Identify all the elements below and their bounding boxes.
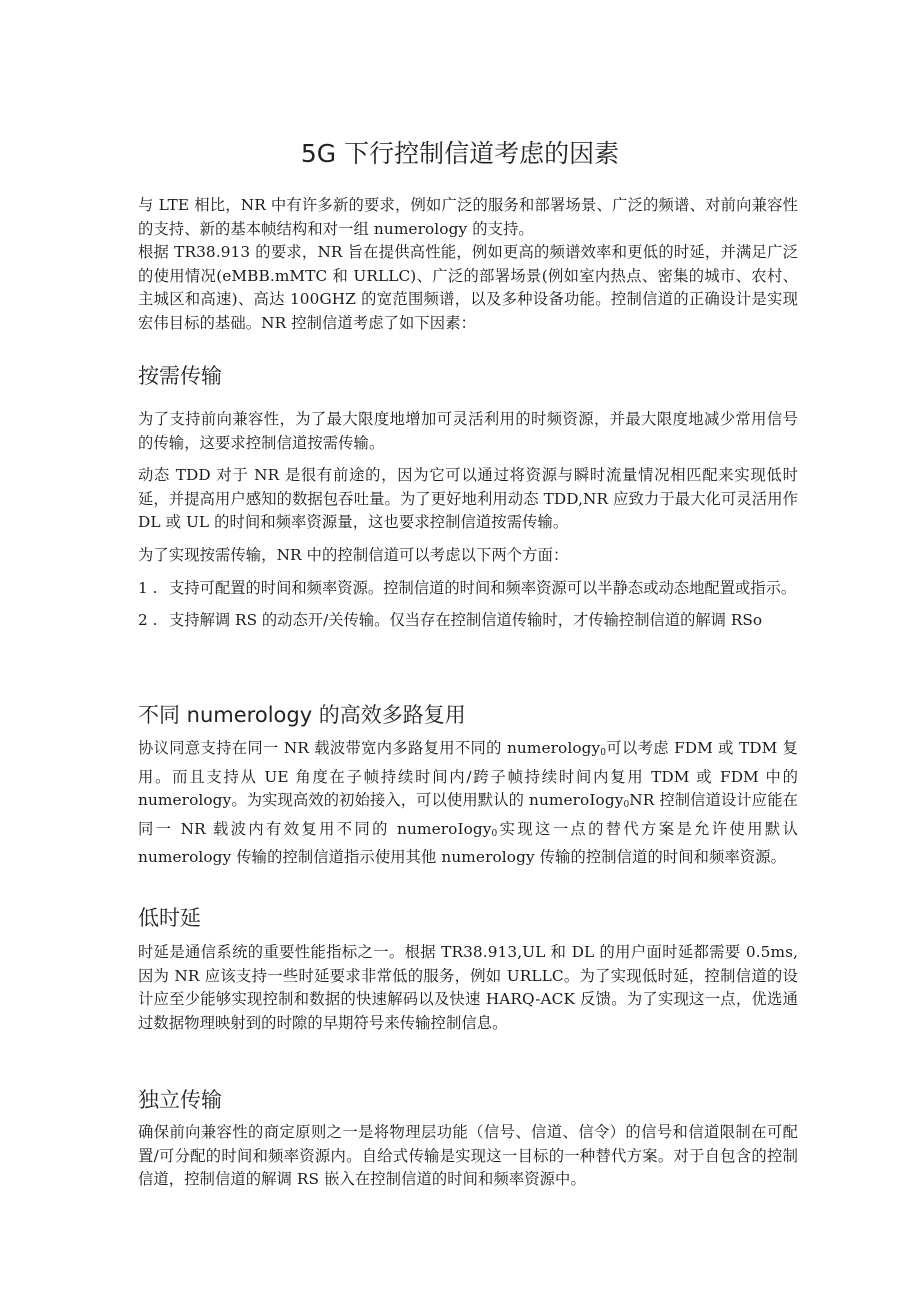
intro-paragraph-2: 根据 TR38.913 的要求，NR 旨在提供高性能，例如更高的频谱效率和更低的时延，并满足广泛的使用情况(eMBB.mMTC 和 URLLC)、广泛的部署场景(例如室内热点、密集的城市、农村、主城区和高速)、高达 100GHZ 的宽范围频谱，以及多种设备功能。控制信道的正确设计是实现宏伟目标的基础。NR 控制信道考虑了如下因素： xyxy=(138,243,798,332)
numerology-subscript-2: 0 xyxy=(623,800,630,811)
intro-section xyxy=(138,194,798,336)
low-latency-paragraph: 时延是通信系统的重要性能指标之一。根据 TR38.913,UL 和 DL 的用户面时延都需要 0.5ms,因为 NR 应该支持一些时延要求非常低的服务，例如 URLLC。为了实现低时延，控制信道的设计应至少能够实现控制和数据的快速解码以及快速 HARQ-ACK 反馈。为了实现这一点，优选通过数据物理映射到的时隙的早期符号来传输控制信息。 xyxy=(138,943,798,1032)
section-self-contained-body xyxy=(138,1121,798,1192)
section-on-demand-body xyxy=(138,408,798,633)
self-contained-paragraph: 确保前向兼容性的商定原则之一是将物理层功能（信号、信道、信令）的信号和信道限制在可配置/可分配的时间和频率资源内。自给式传输是实现这一目标的一种替代方案。对于自包含的控制信道，控制信道的解调 RS 嵌入在控制信道的时间和频率资源中。 xyxy=(138,1123,798,1189)
on-demand-paragraph-1: 为了支持前向兼容性，为了最大限度地增加可灵活利用的时频资源，并最大限度地减少常用信号的传输，这要求控制信道按需传输。 xyxy=(138,410,798,452)
on-demand-paragraph-3: 为了实现按需传输，NR 中的控制信道可以考虑以下两个方面： xyxy=(138,545,569,564)
numerology-text-a: 协议同意支持在同一 NR 载波带宽内多路复用不同的 numerology xyxy=(138,739,601,757)
list-item-text: 支持可配置的时间和频率资源。控制信道的时间和频率资源可以半静态或动态地配置或指示。 xyxy=(169,578,797,597)
section-low-latency-body xyxy=(138,941,798,1035)
numerology-paragraph xyxy=(138,737,798,870)
numerology-text-d: 实现这一点的替代方案是允许使用默认 numerology 传输的控制信道指示使用其他 numerology 传输的控制信道的时间和频率资源。 xyxy=(138,819,798,867)
numerology-text-c: NR 控制信道设计应能在同一 NR 载波内有效复用不同的 numeroIogy xyxy=(138,791,799,838)
list-item-number: 1 . xyxy=(138,578,158,597)
document-title: 5G 下行控制信道考虑的因素 xyxy=(300,139,620,168)
on-demand-paragraph-2: 动态 TDD 对于 NR 是很有前途的，因为它可以通过将资源与瞬时流量情况相匹配来实现低时延，并提高用户感知的数据包吞吐量。为了更好地利用动态 TDD,NR 应致力于最大化可灵活用作 DL 或 UL 的时间和频率资源量，这也要求控制信道按需传输。 xyxy=(138,466,798,532)
section-heading-numerology: 不同 numerology 的高效多路复用 xyxy=(138,703,466,727)
section-heading-self-contained: 独立传输 xyxy=(138,1088,222,1112)
list-item xyxy=(138,577,798,601)
section-heading-low-latency: 低时延 xyxy=(138,906,201,930)
numerology-text-b: 可以考虑 FDM 或 TDM 复用。而且支持从 UE 角度在子帧持续时间内/跨子帧持续时间内复用 TDM 或 FDM 中的 numerology。为实现高效的初始接入，可以使用默认的 numeroIogy xyxy=(138,739,798,810)
section-self-contained xyxy=(138,1086,798,1114)
section-numerology xyxy=(138,701,798,729)
numerology-subscript-1: 0 xyxy=(600,748,607,758)
list-item-number: 2 . xyxy=(138,611,158,630)
list-item-text: 支持解调 RS 的动态开/关传输。仅当存在控制信道传输时，才传输控制信道的解调 RSo xyxy=(169,611,763,630)
numerology-subscript-3: 0 xyxy=(491,828,498,839)
section-on-demand xyxy=(138,362,798,390)
section-numerology-body xyxy=(138,737,798,870)
section-low-latency xyxy=(138,904,798,932)
intro-paragraph-1: 与 LTE 相比，NR 中有许多新的要求，例如广泛的服务和部署场景、广泛的频谱、对前向兼容性的支持、新的基本帧结构和对一组 numerology 的支持。 xyxy=(138,196,798,238)
section-heading-on-demand: 按需传输 xyxy=(138,364,222,388)
list-item xyxy=(138,609,798,633)
